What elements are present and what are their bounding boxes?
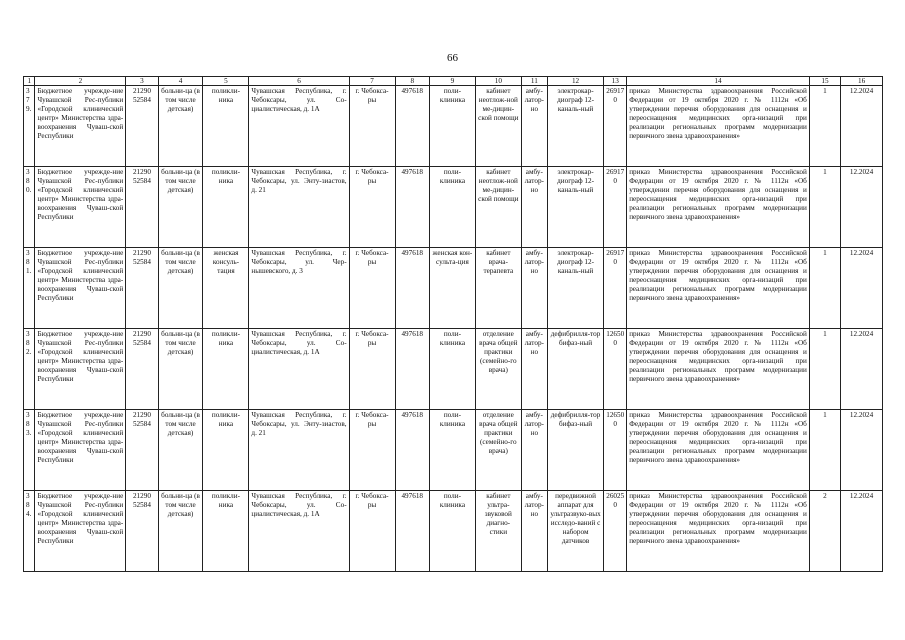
column-number: 11: [521, 77, 547, 86]
organization-name: Бюджетное учрежде-ние Чувашской Рес-публики «Городской клинический центр» Министерства здра-воохранения Чуваш-ской Республики: [35, 329, 126, 410]
organization-code: 21290 52584: [126, 248, 158, 329]
legal-basis: приказ Министерства здравоохранения Российской Федерации от 19 октября 2020 г. № 1112н «Об утверждении перечня оборудования для оснащения и переоснащения медицинских орга-низаций при реализации региональных программ модернизации первичного звена здравоохранения»: [627, 167, 810, 248]
column-number: 14: [627, 77, 810, 86]
city: г. Чебокса-ры: [349, 410, 395, 491]
room: отделение врача общей практики (семейно-го врача): [475, 329, 521, 410]
price: 269170: [604, 248, 627, 329]
equipment: дефибрилля-тор бифаз-ный: [547, 329, 603, 410]
organization-code: 21290 52584: [126, 410, 158, 491]
equipment: дефибрилля-тор бифаз-ный: [547, 410, 603, 491]
table-row: [24, 86, 883, 167]
room: кабинет неотлож-ной ме-дицин-ской помощи: [475, 167, 521, 248]
legal-basis: приказ Министерства здравоохранения Российской Федерации от 19 октября 2020 г. № 1112н «Об утверждении перечня оборудования для оснащения и переоснащения медицинских орга-низаций при реализации региональных программ модернизации первичного звена здравоохранения»: [627, 248, 810, 329]
table-row: [24, 410, 883, 491]
column-number: 12: [547, 77, 603, 86]
care-form: амбу-латор-но: [521, 86, 547, 167]
organization-name: Бюджетное учрежде-ние Чувашской Рес-публики «Городской клинический центр» Министерства здра-воохранения Чуваш-ской Республики: [35, 248, 126, 329]
column-number: 9: [429, 77, 475, 86]
quantity: 1: [809, 329, 840, 410]
address: Чувашская Республика, г. Чебоксары, ул. Со-циалистическая, д. 1А: [249, 329, 349, 410]
legal-basis: приказ Министерства здравоохранения Российской Федерации от 19 октября 2020 г. № 1112н «Об утверждении перечня оборудования для оснащения и переоснащения медицинских орга-низаций при реализации региональных программ модернизации первичного звена здравоохранения»: [627, 491, 810, 572]
table-row: [24, 167, 883, 248]
row-number: 380.: [24, 167, 35, 248]
city: г. Чебокса-ры: [349, 248, 395, 329]
address: Чувашская Республика, г. Чебоксары, ул. Со-циалистическая, д. 1А: [249, 86, 349, 167]
column-number: 13: [604, 77, 627, 86]
price: 126500: [604, 329, 627, 410]
quantity: 1: [809, 167, 840, 248]
organization-code: 21290 52584: [126, 86, 158, 167]
subdivision: поликли-ника: [203, 410, 249, 491]
institution-type: больни-ца (в том числе детская): [158, 86, 203, 167]
unit: поли-клиника: [429, 167, 475, 248]
date: 12.2024: [841, 491, 883, 572]
price: 126500: [604, 410, 627, 491]
room: кабинет ультра-звуковой диагно-стики: [475, 491, 521, 572]
institution-type: больни-ца (в том числе детская): [158, 329, 203, 410]
okato-code: 497618: [395, 329, 429, 410]
column-number: 3: [126, 77, 158, 86]
unit: поли-клиника: [429, 491, 475, 572]
equipment-register-table: [23, 76, 883, 572]
institution-type: больни-ца (в том числе детская): [158, 491, 203, 572]
room: кабинет неотлож-ной ме-дицин-ской помощи: [475, 86, 521, 167]
date: 12.2024: [841, 86, 883, 167]
row-number: 379.: [24, 86, 35, 167]
column-number-row: [24, 77, 883, 86]
column-number: 15: [809, 77, 840, 86]
quantity: 2: [809, 491, 840, 572]
organization-code: 21290 52584: [126, 167, 158, 248]
care-form: амбу-латор-но: [521, 491, 547, 572]
date: 12.2024: [841, 167, 883, 248]
room: кабинет врача-терапевта: [475, 248, 521, 329]
city: г. Чебокса-ры: [349, 329, 395, 410]
row-number: 382.: [24, 329, 35, 410]
legal-basis: приказ Министерства здравоохранения Российской Федерации от 19 октября 2020 г. № 1112н «Об утверждении перечня оборудования для оснащения и переоснащения медицинских орга-низаций при реализации региональных программ модернизации первичного звена здравоохранения»: [627, 329, 810, 410]
address: Чувашская Республика, г. Чебоксары, ул. Чер-нышевского, д. 3: [249, 248, 349, 329]
unit: женская кон-сульта-ция: [429, 248, 475, 329]
care-form: амбу-латор-но: [521, 329, 547, 410]
city: г. Чебокса-ры: [349, 86, 395, 167]
quantity: 1: [809, 86, 840, 167]
row-number: 384.: [24, 491, 35, 572]
date: 12.2024: [841, 329, 883, 410]
table-row: [24, 248, 883, 329]
subdivision: поликли-ника: [203, 167, 249, 248]
column-number: 1: [24, 77, 35, 86]
okato-code: 497618: [395, 248, 429, 329]
table-row: [24, 329, 883, 410]
care-form: амбу-латор-но: [521, 410, 547, 491]
address: Чувашская Республика, г. Чебоксары, ул. Со-циалистическая, д. 1А: [249, 491, 349, 572]
column-number: 5: [203, 77, 249, 86]
unit: поли-клиника: [429, 86, 475, 167]
city: г. Чебокса-ры: [349, 167, 395, 248]
quantity: 1: [809, 410, 840, 491]
unit: поли-клиника: [429, 329, 475, 410]
equipment: электрокар-диограф 12-каналь-ный: [547, 167, 603, 248]
unit: поли-клиника: [429, 410, 475, 491]
row-number: 381.: [24, 248, 35, 329]
quantity: 1: [809, 248, 840, 329]
organization-code: 21290 52584: [126, 491, 158, 572]
room: отделение врача общей практики (семейно-го врача): [475, 410, 521, 491]
institution-type: больни-ца (в том числе детская): [158, 167, 203, 248]
organization-name: Бюджетное учрежде-ние Чувашской Рес-публики «Городской клинический центр» Министерства здра-воохранения Чуваш-ской Республики: [35, 491, 126, 572]
table-row: [24, 491, 883, 572]
institution-type: больни-ца (в том числе детская): [158, 410, 203, 491]
legal-basis: приказ Министерства здравоохранения Российской Федерации от 19 октября 2020 г. № 1112н «Об утверждении перечня оборудования для оснащения и переоснащения медицинских орга-низаций при реализации региональных программ модернизации первичного звена здравоохранения»: [627, 86, 810, 167]
organization-code: 21290 52584: [126, 329, 158, 410]
column-number: 10: [475, 77, 521, 86]
column-number: 2: [35, 77, 126, 86]
price: 269170: [604, 167, 627, 248]
organization-name: Бюджетное учрежде-ние Чувашской Рес-публики «Городской клинический центр» Министерства здра-воохранения Чуваш-ской Республики: [35, 410, 126, 491]
okato-code: 497618: [395, 167, 429, 248]
subdivision: поликли-ника: [203, 491, 249, 572]
address: Чувашская Республика, г. Чебоксары, ул. Энту-зиастов, д. 21: [249, 410, 349, 491]
column-number: 6: [249, 77, 349, 86]
page-number: 66: [447, 52, 458, 64]
price: 260250: [604, 491, 627, 572]
institution-type: больни-ца (в том числе детская): [158, 248, 203, 329]
subdivision: поликли-ника: [203, 329, 249, 410]
date: 12.2024: [841, 248, 883, 329]
price: 269170: [604, 86, 627, 167]
date: 12.2024: [841, 410, 883, 491]
okato-code: 497618: [395, 86, 429, 167]
equipment: электрокар-диограф 12-каналь-ный: [547, 86, 603, 167]
subdivision: поликли-ника: [203, 86, 249, 167]
column-number: 8: [395, 77, 429, 86]
row-number: 383.: [24, 410, 35, 491]
legal-basis: приказ Министерства здравоохранения Российской Федерации от 19 октября 2020 г. № 1112н «Об утверждении перечня оборудования для оснащения и переоснащения медицинских орга-низаций при реализации региональных программ модернизации первичного звена здравоохранения»: [627, 410, 810, 491]
city: г. Чебокса-ры: [349, 491, 395, 572]
organization-name: Бюджетное учрежде-ние Чувашской Рес-публики «Городской клинический центр» Министерства здра-воохранения Чуваш-ской Республики: [35, 167, 126, 248]
okato-code: 497618: [395, 491, 429, 572]
care-form: амбу-латор-но: [521, 167, 547, 248]
column-number: 4: [158, 77, 203, 86]
okato-code: 497618: [395, 410, 429, 491]
subdivision: женская консуль-тация: [203, 248, 249, 329]
column-number: 16: [841, 77, 883, 86]
column-number: 7: [349, 77, 395, 86]
equipment: передвижной аппарат для ультразвуко-вых исследо-ваний с набором датчиков: [547, 491, 603, 572]
address: Чувашская Республика, г. Чебоксары, ул. Энту-зиастов, д. 21: [249, 167, 349, 248]
organization-name: Бюджетное учрежде-ние Чувашской Рес-публики «Городской клинический центр» Министерства здра-воохранения Чуваш-ской Республики: [35, 86, 126, 167]
care-form: амбу-латор-но: [521, 248, 547, 329]
equipment: электрокар-диограф 12-каналь-ный: [547, 248, 603, 329]
